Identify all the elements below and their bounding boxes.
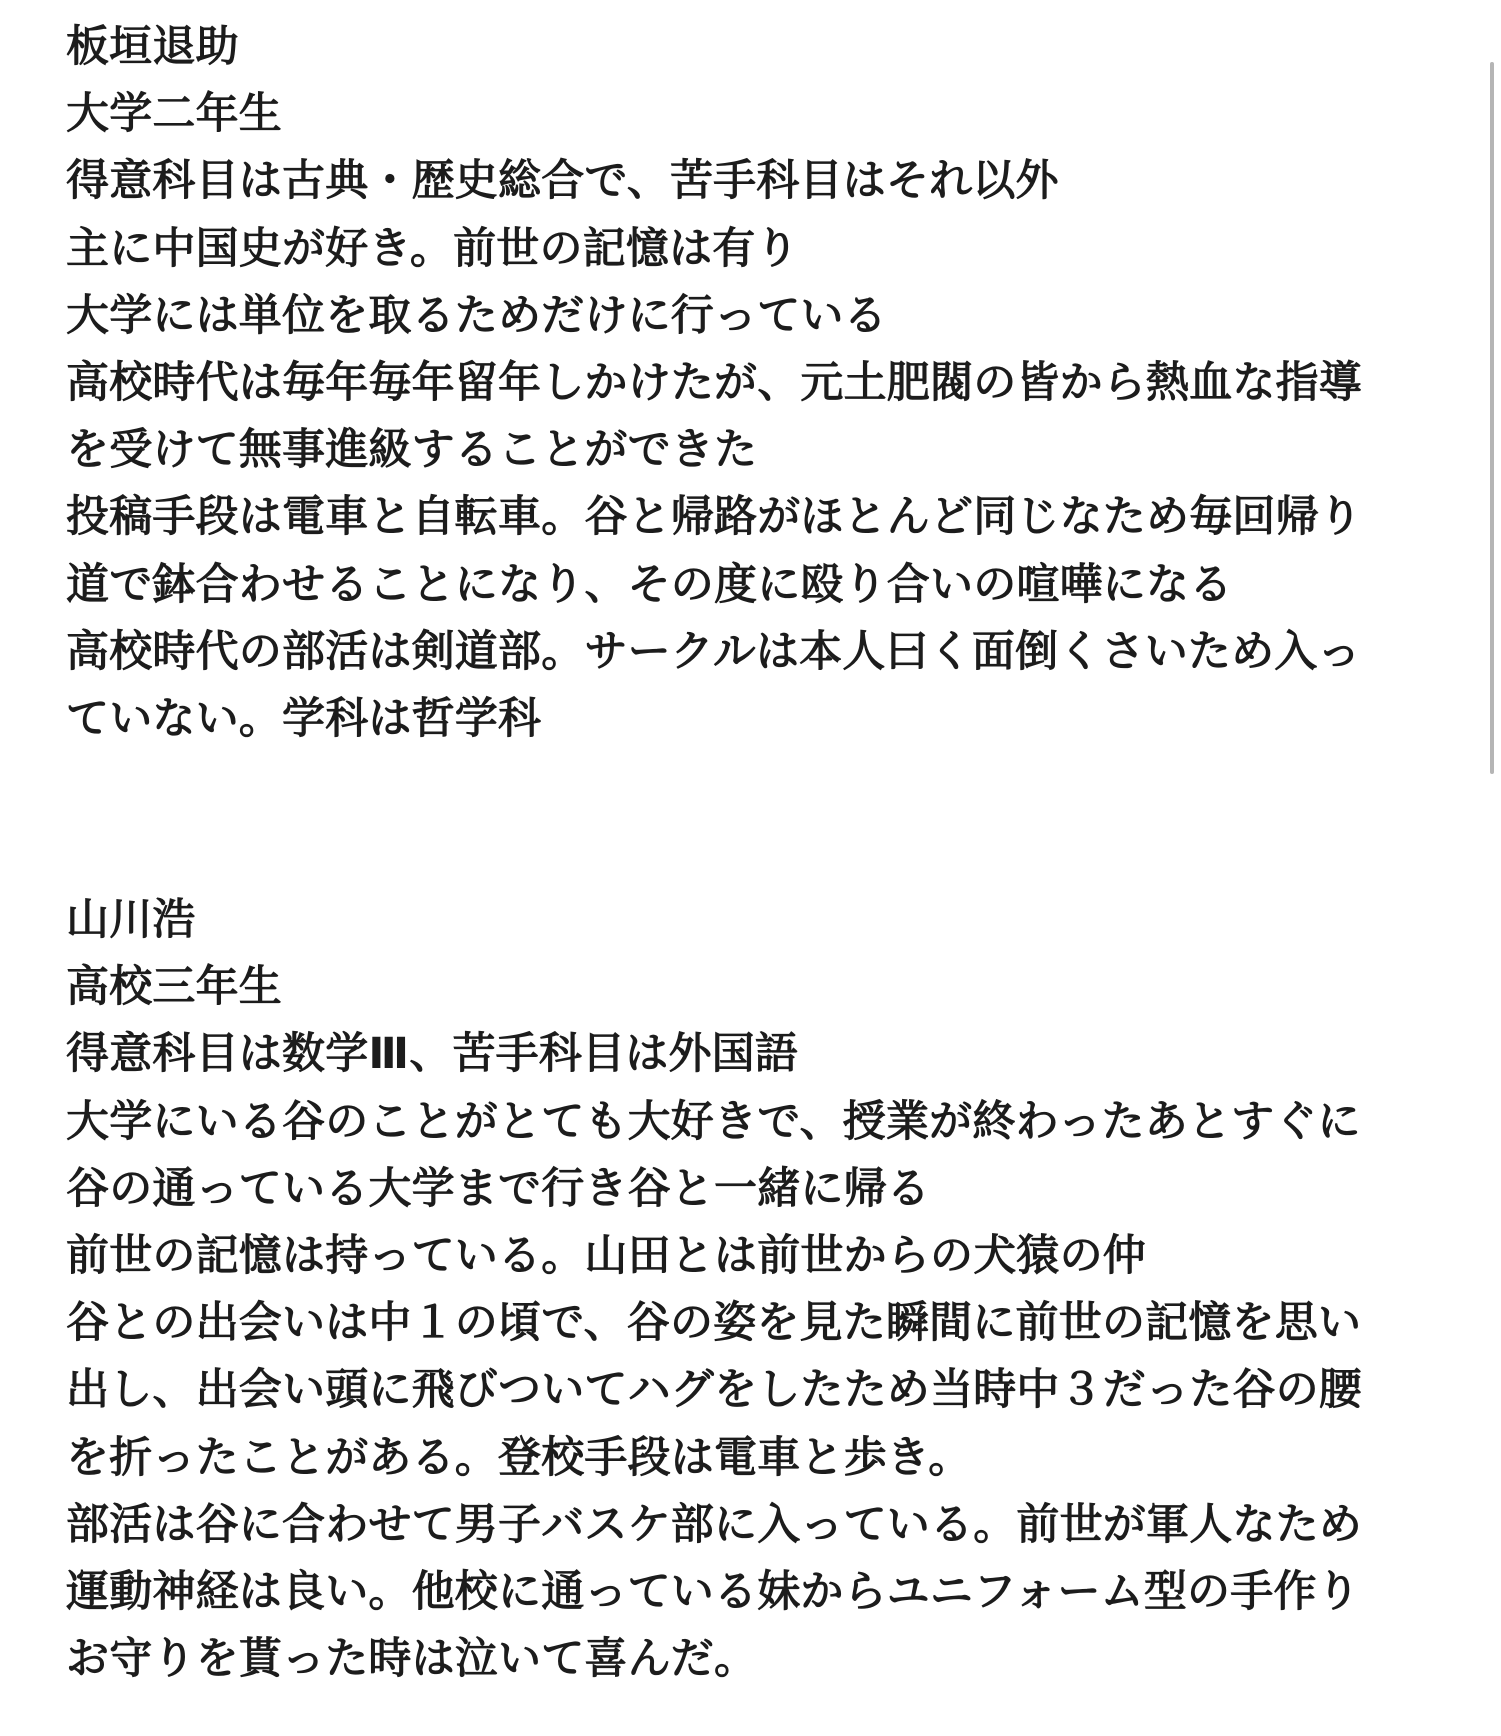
profile-text-line: 道で鉢合わせることになり、その度に殴り合いの喧嘩になる (66, 559, 1233, 610)
profile-grade: 大学二年生 (66, 89, 282, 140)
document-body (66, 14, 1406, 1693)
profile-name: 板垣退助 (66, 22, 239, 72)
profile-text-line: 大学にいる谷のことがとても大好きで、授業が終わったあとすぐに (66, 1096, 1361, 1147)
profile-yamakawa (66, 887, 1406, 1693)
section-spacer (66, 753, 1406, 887)
profile-text-line: お守りを貰った時は泣いて喜んだ。 (66, 1634, 758, 1685)
profile-text-line: を受けて無事進級することができた (66, 425, 758, 476)
profile-text-line: 前世の記憶は持っている。山田とは前世からの犬猿の仲 (66, 1231, 1146, 1281)
profile-text-line: 運動神経は良い。他校に通っている妹からユニフォーム型の手作り (66, 1566, 1360, 1617)
profile-text-line: 得意科目は数学Ⅲ、苦手科目は外国語 (66, 1029, 799, 1080)
profile-text-line: を折ったことがある。登校手段は電車と歩き。 (66, 1432, 972, 1483)
profile-text-line: 主に中国史が好き。前世の記憶は有り (66, 223, 799, 274)
profile-text-line: 部活は谷に合わせて男子バスケ部に入っている。前世が軍人なため (66, 1499, 1362, 1550)
profile-text-line: 高校時代は毎年毎年留年しかけたが、元土肥閥の皆から熱血な指導 (66, 357, 1362, 408)
profile-grade: 高校三年生 (66, 962, 282, 1013)
profile-text-line: ていない。学科は哲学科 (66, 693, 542, 744)
profile-text-line: 出し、出会い頭に飛びついてハグをしたため当時中３だった谷の腰 (66, 1365, 1362, 1416)
vertical-scrollbar[interactable] (1487, 0, 1497, 1736)
scrollbar-thumb[interactable] (1490, 62, 1494, 774)
profile-name: 山川浩 (66, 895, 196, 946)
profile-itagaki (66, 14, 1406, 753)
profile-text-line: 大学には単位を取るためだけに行っている (66, 290, 887, 341)
profile-text-line: 谷の通っている大学まで行き谷と一緒に帰る (66, 1163, 930, 1214)
profile-text-line: 得意科目は古典・歴史総合で、苦手科目はそれ以外 (66, 156, 1059, 207)
profile-text-line: 谷との出会いは中１の頃で、谷の姿を見た瞬間に前世の記憶を思い (66, 1298, 1362, 1349)
profile-text-line: 投稿手段は電車と自転車。谷と帰路がほとんど同じなため毎回帰り (66, 492, 1362, 543)
profile-text-line: 高校時代の部活は剣道部。サークルは本人曰く面倒くさいため入っ (66, 626, 1361, 677)
